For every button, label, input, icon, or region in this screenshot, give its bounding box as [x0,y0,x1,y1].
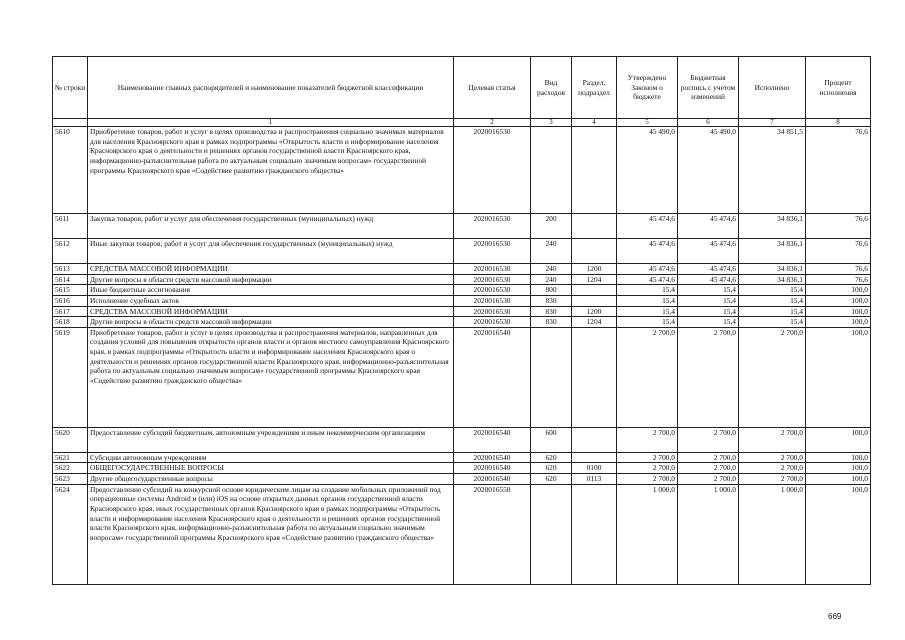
header-cell: № строки [53,57,88,119]
table-cell [572,327,617,427]
table-cell: 2 700,0 [678,427,739,452]
table-cell: 240 [531,239,572,264]
table-cell: 830 [531,295,572,306]
column-number [53,119,88,127]
table-row [53,274,871,285]
table-cell: 5618 [53,317,88,328]
header-cell: Процент исполнения [806,57,871,119]
table-cell: 100,0 [806,295,871,306]
table-row [53,452,871,463]
column-number: 5 [617,119,678,127]
table-cell: 1204 [572,317,617,328]
column-number: 6 [678,119,739,127]
table-cell: 15,4 [739,285,806,296]
table-cell: 100,0 [806,452,871,463]
header-cell: Вид расходов [531,57,572,119]
table-cell: 15,4 [617,295,678,306]
table-cell: 5614 [53,274,88,285]
table-row [53,463,871,474]
table-cell: 76,6 [806,214,871,239]
table-cell: 45 474,6 [617,239,678,264]
table-cell: 2 700,0 [617,427,678,452]
table-cell: 76,6 [806,264,871,275]
table-cell: 5622 [53,463,88,474]
table-cell: Предоставление субсидий бюджетным, автономным учреждениям и иным некоммерческим организациям [88,427,454,452]
table-cell: 100,0 [806,306,871,317]
table-cell: 15,4 [739,317,806,328]
table-cell: 240 [531,274,572,285]
table-row [53,127,871,214]
table-cell: Предоставление субсидий на конкурсной основе юридическим лицам на создание мобильных приложений под операционные системы Android и (или) iOS на основе открытых данных органов государственной власти Красноярского края, иных государственных органов Красноярского края в рамках подпрограммы «Открытость власти и информирование населения Красноярского края о деятельности и решениях органов государственной власти Красноярского края, информационно-разъяснительная работа по актуальным социально значимым вопросам» государственной программы Красноярского края «Содействие развитию гражданского общества» [88,484,454,584]
table-cell: 5610 [53,127,88,214]
table-cell: 45 474,6 [678,214,739,239]
header-cell: Целевая статья [454,57,531,119]
table-cell: 15,4 [678,317,739,328]
table-cell: 5612 [53,239,88,264]
table-cell: 45 474,6 [617,264,678,275]
table-cell: 100,0 [806,427,871,452]
table-cell: 5623 [53,474,88,485]
table-row [53,239,871,264]
table-cell: 620 [531,474,572,485]
table-cell: 2 700,0 [678,327,739,427]
table-cell: 2 700,0 [617,463,678,474]
table-cell [572,214,617,239]
table-cell: 1200 [572,306,617,317]
table-cell: Закупка товаров, работ и услуг для обеспечения государственных (муниципальных) нужд [88,214,454,239]
table-cell: 1204 [572,274,617,285]
table-cell: 45 474,6 [617,214,678,239]
table-cell: Другие общегосударственные вопросы [88,474,454,485]
table-cell: СРЕДСТВА МАССОВОЙ ИНФОРМАЦИИ [88,306,454,317]
page-number: 669 [828,612,842,621]
table-cell: 0113 [572,474,617,485]
column-number-row [53,119,871,127]
table-cell: СРЕДСТВА МАССОВОЙ ИНФОРМАЦИИ [88,264,454,275]
budget-execution-table [52,56,871,585]
table-cell [531,327,572,427]
table-cell [572,427,617,452]
table-cell: 2 700,0 [617,452,678,463]
budget-report-sheet [52,56,870,585]
table-cell: 2020016530 [454,295,531,306]
table-row [53,427,871,452]
table-cell [572,239,617,264]
header-row [53,57,871,119]
table-cell: 15,4 [678,306,739,317]
table-row [53,317,871,328]
table-cell: 2 700,0 [678,463,739,474]
table-cell: 2 700,0 [617,474,678,485]
table-cell: 2020016540 [454,327,531,427]
table-cell: 2 700,0 [739,427,806,452]
table-cell: 2 700,0 [739,327,806,427]
table-cell: 15,4 [617,306,678,317]
table-cell: 76,6 [806,274,871,285]
table-cell: 2 700,0 [739,463,806,474]
table-row [53,214,871,239]
table-cell: 2020016540 [454,452,531,463]
table-cell: 2020016530 [454,239,531,264]
table-cell: 100,0 [806,484,871,584]
table-cell: Субсидии автономным учреждениям [88,452,454,463]
column-number: 4 [572,119,617,127]
table-cell: Исполнение судебных актов [88,295,454,306]
column-number: 8 [806,119,871,127]
table-cell: 76,6 [806,127,871,214]
table-cell: 15,4 [739,295,806,306]
table-cell: ОБЩЕГОСУДАРСТВЕННЫЕ ВОПРОСЫ [88,463,454,474]
table-cell: 15,4 [617,317,678,328]
table-cell: 2020016530 [454,214,531,239]
table-cell: 34 836,1 [739,274,806,285]
table-cell: 2 700,0 [739,474,806,485]
table-cell: 2020016540 [454,463,531,474]
table-cell: 0100 [572,463,617,474]
table-cell: 1200 [572,264,617,275]
table-row [53,264,871,275]
table-row [53,474,871,485]
table-cell: 5611 [53,214,88,239]
table-cell: Другие вопросы в области средств массовой информации [88,274,454,285]
table-cell: 15,4 [617,285,678,296]
table-cell: 45 474,6 [678,264,739,275]
table-cell: 1 000,0 [739,484,806,584]
table-cell: 45 474,6 [617,274,678,285]
table-cell: 5619 [53,327,88,427]
table-cell [531,127,572,214]
table-cell [572,484,617,584]
table-row [53,285,871,296]
header-cell: Утверждено Законом о бюджете [617,57,678,119]
table-cell [572,285,617,296]
table-row [53,484,871,584]
table-cell [531,484,572,584]
table-cell: 800 [531,285,572,296]
table-cell: 1 000,0 [678,484,739,584]
column-number: 2 [454,119,531,127]
table-cell: 830 [531,317,572,328]
header-cell: Исполнено [739,57,806,119]
table-cell: 2020016540 [454,427,531,452]
table-cell: 2020016530 [454,127,531,214]
table-cell: 240 [531,264,572,275]
column-number: 1 [88,119,454,127]
table-cell: 5613 [53,264,88,275]
table-cell: 45 490,0 [617,127,678,214]
column-number: 7 [739,119,806,127]
table-cell: 2020016530 [454,264,531,275]
table-cell: 45 490,0 [678,127,739,214]
table-cell: 34 836,1 [739,239,806,264]
table-cell: 5617 [53,306,88,317]
table-body [53,127,871,585]
table-cell [572,452,617,463]
table-cell: 2 700,0 [617,327,678,427]
table-cell: 34 836,1 [739,264,806,275]
table-row [53,327,871,427]
table-cell: 620 [531,452,572,463]
table-cell: Приобретение товаров, работ и услуг в целях производства и распространения социально значимых материалов для населения Красноярского края в рамках подпрограммы «Открытость власти и информирование населения Красноярского края о деятельности и решениях органов государственной власти Красноярского края, информационно-разъяснительная работа по актуальным социально значимым вопросам» государственной программы Красноярского края «Содействие развитию гражданского общества» [88,127,454,214]
column-number: 3 [531,119,572,127]
table-cell: 620 [531,463,572,474]
table-cell: Иные бюджетные ассигнования [88,285,454,296]
table-cell: 5615 [53,285,88,296]
table-cell: 5620 [53,427,88,452]
header-cell: Раздел, подраздел [572,57,617,119]
table-cell: 2020016530 [454,317,531,328]
table-cell: 5621 [53,452,88,463]
table-cell: 1 000,0 [617,484,678,584]
table-cell: 100,0 [806,285,871,296]
table-cell: 2020016530 [454,306,531,317]
table-cell: 2 700,0 [678,474,739,485]
table-cell: 2 700,0 [678,452,739,463]
table-cell [572,295,617,306]
table-cell: 45 474,6 [678,274,739,285]
table-cell: Иные закупки товаров, работ и услуг для обеспечения государственных (муниципальных) нужд [88,239,454,264]
table-cell: 2020016550 [454,484,531,584]
header-cell: Бюджетная роспись с учетом изменений [678,57,739,119]
table-cell: 2020016530 [454,285,531,296]
table-cell: 45 474,6 [678,239,739,264]
table-cell: 100,0 [806,327,871,427]
table-cell: 15,4 [678,295,739,306]
table-cell: 100,0 [806,474,871,485]
table-cell: 34 851,5 [739,127,806,214]
table-cell: 76,6 [806,239,871,264]
table-cell: 2020016540 [454,474,531,485]
table-cell: Другие вопросы в области средств массовой информации [88,317,454,328]
table-cell: 34 836,1 [739,214,806,239]
table-row [53,295,871,306]
table-cell [572,127,617,214]
table-cell: 5624 [53,484,88,584]
table-cell: 15,4 [678,285,739,296]
table-cell: 830 [531,306,572,317]
table-row [53,306,871,317]
table-cell: 15,4 [739,306,806,317]
table-cell: 200 [531,214,572,239]
table-cell: 5616 [53,295,88,306]
table-cell: 100,0 [806,463,871,474]
table-cell: 100,0 [806,317,871,328]
table-cell: Приобретение товаров, работ и услуг в целях производства и распространения материалов, направленных для создания условий для повышения открытости органов власти и органов местного самоуправления Красноярского края, в рамках подпрограммы «Открытость власти и информирование населения Красноярского края о деятельности и решениях органов государственной власти Красноярского края, информационно-разъяснительная работа по актуальным социально значимым вопросам» государственной программы Красноярского края «Содействие развитию гражданского общества» [88,327,454,427]
header-cell: Наименование главных распорядителей и наименование показателей бюджетной классификации [88,57,454,119]
table-cell: 600 [531,427,572,452]
table-cell: 2020016530 [454,274,531,285]
table-cell: 2 700,0 [739,452,806,463]
